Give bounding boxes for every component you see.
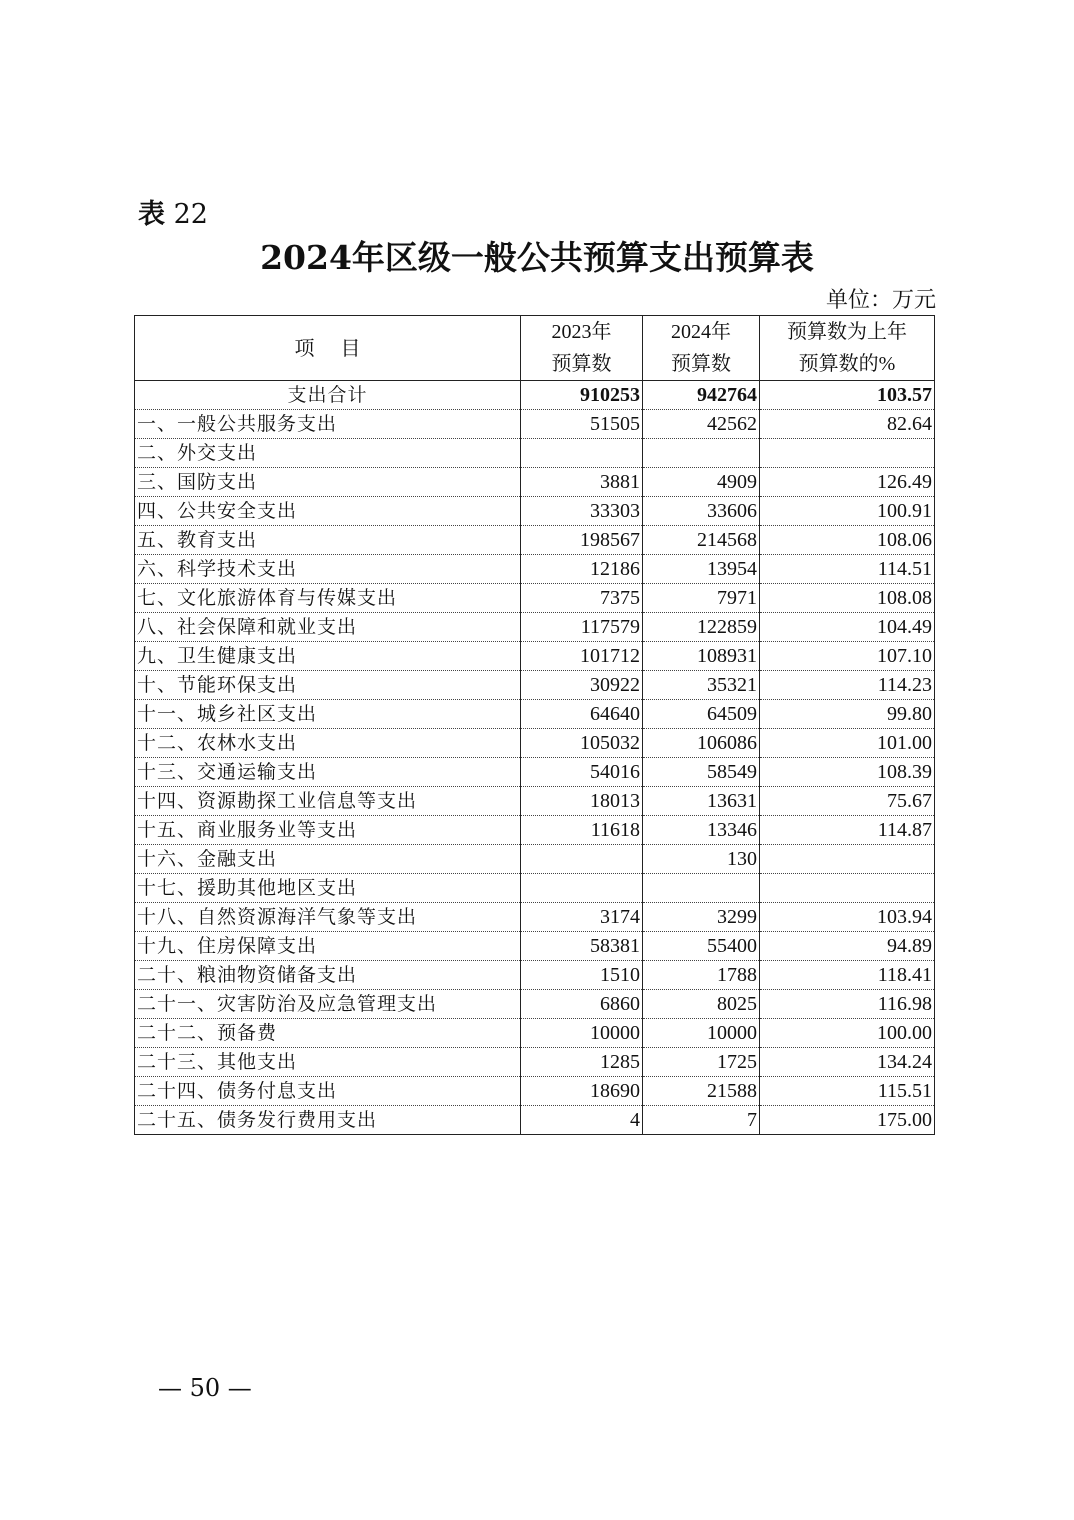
row-value-2024: 942764: [643, 381, 760, 410]
row-value-2024: 1788: [643, 961, 760, 990]
row-percent: 114.87: [760, 816, 935, 845]
table-row: [135, 613, 935, 642]
row-percent: 101.00: [760, 729, 935, 758]
table-row: [135, 1077, 935, 1106]
row-value-2024: 58549: [643, 758, 760, 787]
header-percent: [760, 316, 935, 381]
header-2024-line1: 2024年: [671, 321, 731, 343]
row-name: 十六、金融支出: [135, 845, 521, 874]
row-value-2023: 11618: [521, 816, 643, 845]
page-number: — 50 —: [158, 1374, 252, 1402]
table-row: [135, 439, 935, 468]
row-percent: 118.41: [760, 961, 935, 990]
row-name: 九、卫生健康支出: [135, 642, 521, 671]
row-value-2024: 21588: [643, 1077, 760, 1106]
row-value-2023: 51505: [521, 410, 643, 439]
row-value-2023: [521, 874, 643, 903]
row-name: 一、一般公共服务支出: [135, 410, 521, 439]
table-row: [135, 1019, 935, 1048]
row-percent: 115.51: [760, 1077, 935, 1106]
row-percent: 100.91: [760, 497, 935, 526]
row-name: 十三、交通运输支出: [135, 758, 521, 787]
header-percent-line2: 预算数的%: [798, 353, 896, 375]
row-name: 十五、商业服务业等支出: [135, 816, 521, 845]
table-row: [135, 526, 935, 555]
table-row: [135, 874, 935, 903]
row-value-2024: 122859: [643, 613, 760, 642]
row-value-2023: 1510: [521, 961, 643, 990]
table-label-prefix: 表: [138, 199, 165, 230]
row-percent: 116.98: [760, 990, 935, 1019]
row-value-2023: 6860: [521, 990, 643, 1019]
row-name: 十七、援助其他地区支出: [135, 874, 521, 903]
row-name: 二十一、灾害防治及应急管理支出: [135, 990, 521, 1019]
row-value-2024: 64509: [643, 700, 760, 729]
table-row: [135, 700, 935, 729]
table-row: [135, 671, 935, 700]
row-percent: [760, 845, 935, 874]
row-percent: 114.51: [760, 555, 935, 584]
row-value-2024: [643, 874, 760, 903]
row-name: 支出合计: [135, 381, 521, 410]
table-row: [135, 903, 935, 932]
row-name: 四、公共安全支出: [135, 497, 521, 526]
row-name: 二十三、其他支出: [135, 1048, 521, 1077]
row-value-2023: 4: [521, 1106, 643, 1135]
row-name: 十一、城乡社区支出: [135, 700, 521, 729]
row-value-2024: 130: [643, 845, 760, 874]
row-value-2023: 101712: [521, 642, 643, 671]
row-percent: 134.24: [760, 1048, 935, 1077]
row-percent: 108.39: [760, 758, 935, 787]
table-row: [135, 410, 935, 439]
header-2023-line2: 预算数: [551, 353, 612, 375]
row-name: 二十四、债务付息支出: [135, 1077, 521, 1106]
row-percent: 108.08: [760, 584, 935, 613]
row-value-2023: 18690: [521, 1077, 643, 1106]
row-value-2023: 58381: [521, 932, 643, 961]
row-name: 五、教育支出: [135, 526, 521, 555]
table-row: [135, 845, 935, 874]
row-name: 七、文化旅游体育与传媒支出: [135, 584, 521, 613]
row-value-2023: 1285: [521, 1048, 643, 1077]
header-2024-line2: 预算数: [671, 353, 731, 375]
row-name: 十九、住房保障支出: [135, 932, 521, 961]
header-item: 项目: [135, 316, 521, 381]
table-label-number: 22: [173, 199, 208, 230]
row-name: 十四、资源勘探工业信息等支出: [135, 787, 521, 816]
table-row: [135, 555, 935, 584]
row-name: 二十二、预备费: [135, 1019, 521, 1048]
row-value-2023: 3174: [521, 903, 643, 932]
row-percent: 94.89: [760, 932, 935, 961]
header-percent-line1: 预算数为上年: [787, 321, 907, 343]
row-name: 十八、自然资源海洋气象等支出: [135, 903, 521, 932]
row-percent: 114.23: [760, 671, 935, 700]
table-row: [135, 1106, 935, 1135]
row-value-2024: 13346: [643, 816, 760, 845]
row-value-2024: 33606: [643, 497, 760, 526]
row-value-2024: 7971: [643, 584, 760, 613]
table-body: [135, 381, 935, 1135]
row-percent: 103.94: [760, 903, 935, 932]
row-value-2024: 13631: [643, 787, 760, 816]
row-name: 六、科学技术支出: [135, 555, 521, 584]
total-row: [135, 381, 935, 410]
row-name: 二十、粮油物资储备支出: [135, 961, 521, 990]
row-percent: 100.00: [760, 1019, 935, 1048]
row-value-2024: 13954: [643, 555, 760, 584]
row-value-2024: [643, 439, 760, 468]
row-value-2024: 4909: [643, 468, 760, 497]
header-2023: [521, 316, 643, 381]
row-value-2024: 1725: [643, 1048, 760, 1077]
row-name: 十、节能环保支出: [135, 671, 521, 700]
row-value-2024: 214568: [643, 526, 760, 555]
row-percent: 126.49: [760, 468, 935, 497]
table-label: [138, 192, 208, 231]
row-value-2023: 10000: [521, 1019, 643, 1048]
table-row: [135, 642, 935, 671]
row-percent: 175.00: [760, 1106, 935, 1135]
row-value-2023: 12186: [521, 555, 643, 584]
table-row: [135, 932, 935, 961]
row-value-2024: 42562: [643, 410, 760, 439]
row-percent: 107.10: [760, 642, 935, 671]
row-value-2024: 106086: [643, 729, 760, 758]
header-2024: [643, 316, 760, 381]
row-value-2023: 18013: [521, 787, 643, 816]
table-row: [135, 990, 935, 1019]
budget-table: [134, 315, 935, 1135]
table-row: [135, 787, 935, 816]
row-percent: 103.57: [760, 381, 935, 410]
row-value-2023: 30922: [521, 671, 643, 700]
unit-label: 单位：万元: [825, 288, 936, 313]
row-value-2024: 55400: [643, 932, 760, 961]
row-value-2023: 3881: [521, 468, 643, 497]
table-row: [135, 729, 935, 758]
row-value-2023: [521, 845, 643, 874]
table-header-row: [135, 316, 935, 381]
row-value-2023: 198567: [521, 526, 643, 555]
row-percent: [760, 439, 935, 468]
row-name: 二、外交支出: [135, 439, 521, 468]
table-row: [135, 961, 935, 990]
row-value-2024: 7: [643, 1106, 760, 1135]
table-row: [135, 468, 935, 497]
row-percent: 82.64: [760, 410, 935, 439]
table-row: [135, 758, 935, 787]
row-percent: 108.06: [760, 526, 935, 555]
row-name: 二十五、债务发行费用支出: [135, 1106, 521, 1135]
row-name: 八、社会保障和就业支出: [135, 613, 521, 642]
document-title: 2024年区级一般公共预算支出预算表: [260, 238, 814, 277]
row-value-2024: 35321: [643, 671, 760, 700]
row-value-2023: 117579: [521, 613, 643, 642]
row-percent: 104.49: [760, 613, 935, 642]
row-percent: 75.67: [760, 787, 935, 816]
row-value-2023: [521, 439, 643, 468]
row-value-2023: 7375: [521, 584, 643, 613]
row-value-2024: 108931: [643, 642, 760, 671]
row-value-2023: 105032: [521, 729, 643, 758]
row-name: 三、国防支出: [135, 468, 521, 497]
table-row: [135, 1048, 935, 1077]
row-percent: [760, 874, 935, 903]
table-row: [135, 816, 935, 845]
row-name: 十二、农林水支出: [135, 729, 521, 758]
table-row: [135, 584, 935, 613]
row-value-2023: 33303: [521, 497, 643, 526]
row-value-2023: 64640: [521, 700, 643, 729]
row-percent: 99.80: [760, 700, 935, 729]
row-value-2024: 10000: [643, 1019, 760, 1048]
row-value-2023: 54016: [521, 758, 643, 787]
row-value-2023: 910253: [521, 381, 643, 410]
row-value-2024: 3299: [643, 903, 760, 932]
table-row: [135, 497, 935, 526]
header-2023-line1: 2023年: [551, 321, 612, 343]
row-value-2024: 8025: [643, 990, 760, 1019]
